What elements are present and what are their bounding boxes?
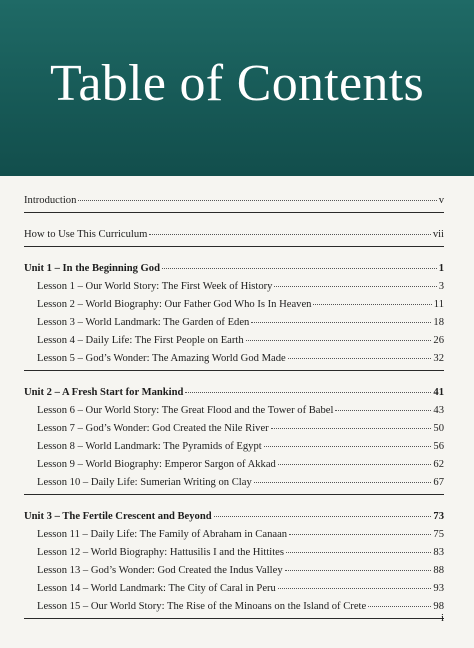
lesson-title: Lesson 12 – World Biography: Hattusilis I and the Hittites [37,547,284,558]
unit-title: Unit 1 – In the Beginning God [24,263,160,274]
unit-page: 41 [433,387,444,398]
unit-page: 73 [433,511,444,522]
lesson-entry [24,351,444,365]
lesson-entry [24,421,444,435]
dot-leader [278,579,432,589]
section-divider [24,370,444,371]
unit-page: 1 [438,263,444,274]
page-title: Table of Contents [49,55,425,112]
lesson-title: Lesson 6 – Our World Story: The Great Flood and the Tower of Babel [37,405,334,416]
dot-leader [246,331,432,341]
unit-3-section [24,509,444,619]
lesson-page: 88 [433,565,444,576]
unit-title: Unit 2 – A Fresh Start for Mankind [24,387,184,398]
lesson-entry [24,527,444,541]
lesson-page: 75 [433,529,444,540]
toc-entry-title: How to Use This Curriculum [24,229,148,240]
lesson-entry [24,279,444,293]
lesson-page: 18 [433,317,444,328]
lesson-entry [24,403,444,417]
toc-entry-page: vii [432,229,444,240]
lesson-title: Lesson 2 – World Biography: Our Father God Who Is In Heaven [37,299,312,310]
title-banner [0,0,474,176]
lesson-page: 32 [433,353,444,364]
lesson-entry [24,581,444,595]
dot-leader [289,525,431,535]
lesson-entry [24,599,444,613]
dot-leader [149,225,430,235]
dot-leader [274,277,436,287]
dot-leader [368,597,431,607]
dot-leader [162,259,437,269]
unit-1-section [24,261,444,371]
dot-leader [288,349,432,359]
dot-leader [335,401,431,411]
unit-title: Unit 3 – The Fertile Crescent and Beyond [24,511,212,522]
lesson-title: Lesson 5 – God’s Wonder: The Amazing World God Made [37,353,286,364]
lesson-entry [24,333,444,347]
lesson-title: Lesson 14 – World Landmark: The City of Caral in Peru [37,583,276,594]
lesson-title: Lesson 8 – World Landmark: The Pyramids of Egypt [37,441,262,452]
lesson-page: 83 [433,547,444,558]
lesson-title: Lesson 10 – Daily Life: Sumerian Writing on Clay [37,477,252,488]
unit-heading [24,509,444,523]
lesson-entry [24,297,444,311]
lesson-title: Lesson 15 – Our World Story: The Rise of the Minoans on the Island of Crete [37,601,367,612]
dot-leader [313,295,431,305]
toc-entry-page: v [438,195,444,206]
lesson-entry [24,439,444,453]
table-of-contents [24,193,444,625]
lesson-entry [24,545,444,559]
lesson-title: Lesson 7 – God’s Wonder: God Created the Nile River [37,423,269,434]
dot-leader [185,383,431,393]
unit-heading [24,385,444,399]
dot-leader [271,419,432,429]
lesson-entry [24,315,444,329]
page-number: i [440,612,444,624]
lesson-page: 43 [433,405,444,416]
lesson-page: 98 [433,601,444,612]
dot-leader [285,561,432,571]
lesson-title: Lesson 13 – God’s Wonder: God Created the Indus Valley [37,565,283,576]
lesson-entry [24,475,444,489]
lesson-page: 62 [433,459,444,470]
toc-entry-how-to-use [24,227,444,241]
lesson-title: Lesson 4 – Daily Life: The First People on Earth [37,335,244,346]
lesson-page: 26 [433,335,444,346]
lesson-title: Lesson 9 – World Biography: Emperor Sargon of Akkad [37,459,276,470]
lesson-page: 67 [433,477,444,488]
lesson-page: 3 [438,281,444,292]
dot-leader [78,191,436,201]
toc-entry-introduction [24,193,444,207]
lesson-title: Lesson 3 – World Landmark: The Garden of Eden [37,317,250,328]
dot-leader [278,455,432,465]
section-divider [24,494,444,495]
section-divider [24,618,444,619]
lesson-title: Lesson 11 – Daily Life: The Family of Abraham in Canaan [37,529,288,540]
lesson-page: 56 [433,441,444,452]
section-divider [24,246,444,247]
dot-leader [286,543,431,553]
dot-leader [254,473,432,483]
unit-2-section [24,385,444,495]
lesson-page: 93 [433,583,444,594]
unit-heading [24,261,444,275]
lesson-page: 11 [433,299,444,310]
dot-leader [264,437,432,447]
lesson-entry [24,563,444,577]
section-divider [24,212,444,213]
dot-leader [214,507,432,517]
lesson-entry [24,457,444,471]
toc-entry-title: Introduction [24,195,77,206]
lesson-page: 50 [433,423,444,434]
lesson-title: Lesson 1 – Our World Story: The First Week of History [37,281,273,292]
dot-leader [251,313,431,323]
